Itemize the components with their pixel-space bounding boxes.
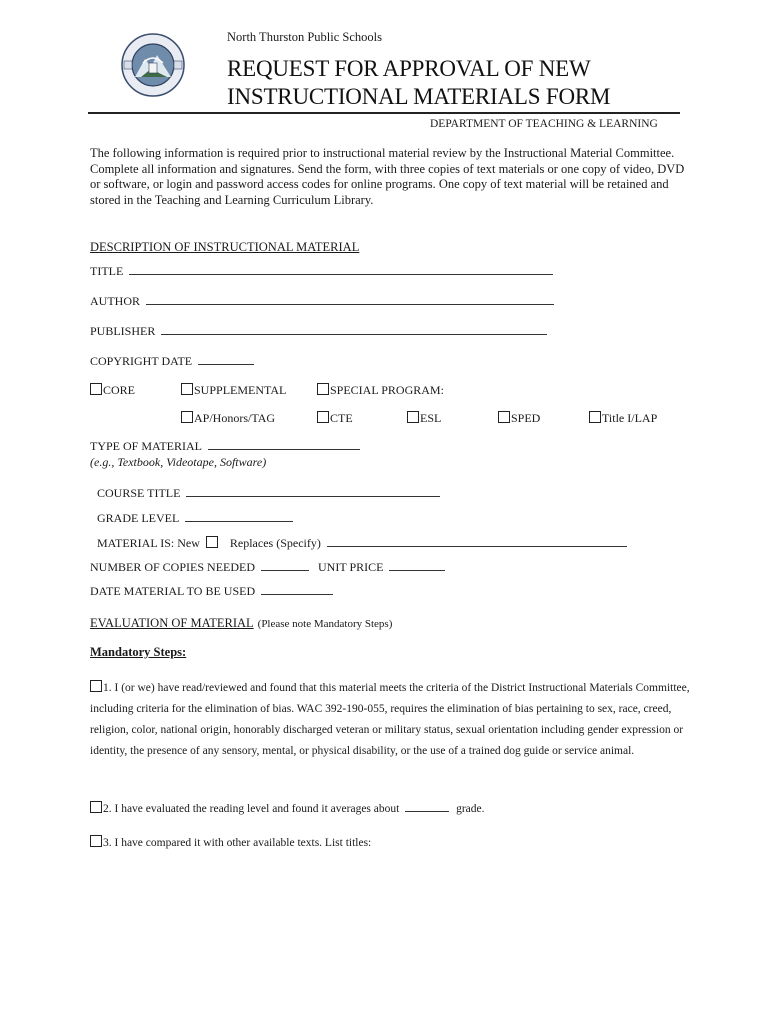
district-name: North Thurston Public Schools bbox=[227, 30, 382, 44]
core-option[interactable] bbox=[90, 383, 135, 398]
new-checkbox[interactable] bbox=[206, 536, 218, 548]
sped-option[interactable] bbox=[498, 411, 540, 426]
type-label: TYPE OF MATERIAL bbox=[90, 439, 202, 453]
core-label: CORE bbox=[103, 383, 136, 397]
copyright-row bbox=[90, 353, 254, 369]
form-title bbox=[227, 55, 610, 111]
copyright-field[interactable] bbox=[198, 353, 254, 365]
course-field[interactable] bbox=[186, 485, 440, 497]
date-row bbox=[90, 583, 333, 599]
step2-text: 2. I have evaluated the reading level and found it averages about bbox=[103, 803, 400, 815]
header-rule bbox=[88, 112, 680, 114]
special-program-label: SPECIAL PROGRAM: bbox=[330, 383, 444, 397]
author-field[interactable] bbox=[146, 293, 554, 305]
sped-checkbox[interactable] bbox=[498, 411, 510, 423]
supplemental-option[interactable] bbox=[181, 383, 286, 398]
replaces-field[interactable] bbox=[327, 535, 627, 547]
special-program-option[interactable] bbox=[317, 383, 444, 398]
grade-row bbox=[97, 510, 293, 526]
grade-field[interactable] bbox=[185, 510, 293, 522]
material-is-row bbox=[97, 535, 627, 551]
ap-checkbox[interactable] bbox=[181, 411, 193, 423]
title-label: TITLE bbox=[90, 264, 124, 278]
type-hint: (e.g., Textbook, Videotape, Software) bbox=[90, 455, 267, 469]
department-name: DEPARTMENT OF TEACHING & LEARNING bbox=[430, 118, 658, 130]
price-field[interactable] bbox=[389, 559, 445, 571]
esl-checkbox[interactable] bbox=[407, 411, 419, 423]
step2-grade-text: grade. bbox=[456, 803, 485, 815]
step1-checkbox[interactable] bbox=[90, 680, 102, 692]
esl-option[interactable] bbox=[407, 411, 441, 426]
copyright-label: COPYRIGHT DATE bbox=[90, 354, 193, 368]
date-field[interactable] bbox=[261, 583, 333, 595]
material-is-label: MATERIAL IS: New bbox=[97, 536, 200, 550]
reading-level-field[interactable] bbox=[405, 800, 449, 812]
title-field[interactable] bbox=[129, 263, 553, 275]
step3-row bbox=[90, 835, 371, 849]
core-checkbox[interactable] bbox=[90, 383, 102, 395]
course-label: COURSE TITLE bbox=[97, 486, 181, 500]
description-heading: DESCRIPTION OF INSTRUCTIONAL MATERIAL bbox=[90, 240, 360, 254]
author-label: AUTHOR bbox=[90, 294, 140, 308]
cte-checkbox[interactable] bbox=[317, 411, 329, 423]
copies-field[interactable] bbox=[261, 559, 309, 571]
title1-label: Title I/LAP bbox=[602, 411, 658, 425]
form-title-line1: REQUEST FOR APPROVAL OF NEW bbox=[227, 56, 591, 81]
copies-row bbox=[90, 559, 445, 575]
author-row bbox=[90, 293, 554, 309]
type-row bbox=[90, 438, 360, 454]
replaces-label: Replaces (Specify) bbox=[229, 536, 321, 550]
mandatory-steps-heading: Mandatory Steps: bbox=[90, 645, 187, 659]
supplemental-label: SUPPLEMENTAL bbox=[194, 383, 287, 397]
form-title-line2: INSTRUCTIONAL MATERIALS FORM bbox=[227, 84, 611, 109]
publisher-field[interactable] bbox=[161, 323, 547, 335]
ap-option[interactable] bbox=[181, 411, 275, 426]
supplemental-checkbox[interactable] bbox=[181, 383, 193, 395]
evaluation-heading-row bbox=[90, 614, 392, 632]
evaluation-note: (Please note Mandatory Steps) bbox=[257, 618, 393, 630]
esl-label: ESL bbox=[420, 411, 442, 425]
title1-option[interactable] bbox=[589, 411, 657, 426]
title-row bbox=[90, 263, 553, 279]
sped-label: SPED bbox=[511, 411, 541, 425]
cte-option[interactable] bbox=[317, 411, 353, 426]
course-row bbox=[97, 485, 440, 501]
type-field[interactable] bbox=[208, 438, 360, 450]
price-label: UNIT PRICE bbox=[318, 560, 384, 574]
intro-paragraph: The following information is required prior to instructional material review by the Instructional Material Committee. Complete all information and signatures. Send the form, with three copies of text materials or one copy of video, DVD or software, or login and password access codes for online programs. One copy of text material will be retained and stored in the Teaching and Learning Curriculum Library. bbox=[90, 146, 685, 207]
step3-text: 3. I have compared it with other available texts. List titles: bbox=[103, 837, 372, 849]
ap-label: AP/Honors/TAG bbox=[194, 411, 276, 425]
date-label: DATE MATERIAL TO BE USED bbox=[90, 584, 256, 598]
publisher-row bbox=[90, 323, 547, 339]
step3-checkbox[interactable] bbox=[90, 835, 102, 847]
publisher-label: PUBLISHER bbox=[90, 324, 156, 338]
step1-text: 1. I (or we) have read/reviewed and found that this material meets the criteria of the District Instructional Materials Committee, including criteria for the elimination of bias. WAC 392-190-055, requires the elimination of bias pertaining to sex, race, creed, religion, color, national origin, honorably discharged veteran or military status, sexual orientation including gender expression or identity, the presence of any sensory, mental, or physical disability, or the use of a trained dog guide or service animal. bbox=[90, 682, 690, 757]
step1-paragraph bbox=[90, 678, 690, 762]
cte-label: CTE bbox=[330, 411, 353, 425]
step2-checkbox[interactable] bbox=[90, 801, 102, 813]
district-seal-logo bbox=[121, 33, 185, 97]
title1-checkbox[interactable] bbox=[589, 411, 601, 423]
step2-row bbox=[90, 800, 485, 815]
grade-label: GRADE LEVEL bbox=[97, 511, 179, 525]
copies-label: NUMBER OF COPIES NEEDED bbox=[90, 560, 256, 574]
evaluation-heading: EVALUATION OF MATERIAL bbox=[90, 616, 254, 630]
special-program-checkbox[interactable] bbox=[317, 383, 329, 395]
